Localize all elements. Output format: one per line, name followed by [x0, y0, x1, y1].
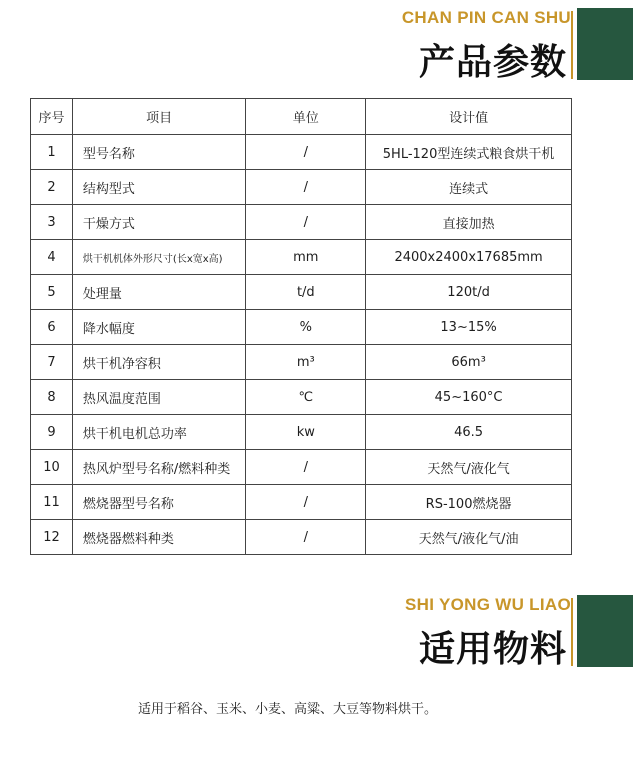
cell-value: 120t/d [366, 275, 572, 310]
cell-no: 10 [31, 450, 73, 485]
cell-no: 6 [31, 310, 73, 345]
cell-no: 12 [31, 520, 73, 555]
product-params-header [0, 8, 635, 88]
section-subtitle: CHAN PIN CAN SHU [401, 8, 571, 27]
cell-item: 热风温度范围 [72, 380, 246, 415]
cell-item: 结构型式 [72, 170, 246, 205]
cell-item: 热风炉型号名称/燃料种类 [72, 450, 246, 485]
cell-unit: % [246, 310, 366, 345]
cell-unit: / [246, 170, 366, 205]
cell-item: 烘干机电机总功率 [72, 415, 246, 450]
cell-value: 天然气/液化气/油 [366, 520, 572, 555]
header-unit: 单位 [246, 99, 366, 135]
cell-value: 直接加热 [366, 205, 572, 240]
cell-no: 11 [31, 485, 73, 520]
table-row [31, 240, 572, 275]
cell-no: 5 [31, 275, 73, 310]
cell-value: 连续式 [366, 170, 572, 205]
table-row [31, 520, 572, 555]
cell-value: 天然气/液化气 [366, 450, 572, 485]
cell-no: 3 [31, 205, 73, 240]
table-row [31, 135, 572, 170]
cell-unit: m³ [246, 345, 366, 380]
cell-item: 型号名称 [72, 135, 246, 170]
cell-no: 9 [31, 415, 73, 450]
decorative-green-block [577, 8, 633, 80]
header-no: 序号 [31, 99, 73, 135]
cell-unit: kw [246, 415, 366, 450]
cell-item: 燃烧器型号名称 [72, 485, 246, 520]
cell-item: 处理量 [72, 275, 246, 310]
cell-item: 燃烧器燃料种类 [72, 520, 246, 555]
divider-line [571, 598, 573, 666]
cell-value: 5HL-120型连续式粮食烘干机 [366, 135, 572, 170]
table-row [31, 170, 572, 205]
decorative-green-block [577, 595, 633, 667]
cell-value: 13~15% [366, 310, 572, 345]
params-table [30, 98, 572, 555]
cell-value: 45~160°C [366, 380, 572, 415]
cell-value: 46.5 [366, 415, 572, 450]
cell-unit: / [246, 485, 366, 520]
cell-value: 66m³ [366, 345, 572, 380]
table-row [31, 205, 572, 240]
table-row [31, 380, 572, 415]
cell-item: 烘干机机体外形尺寸(长x宽x高) [72, 240, 246, 275]
section-title: 产品参数 [418, 42, 567, 83]
cell-item: 烘干机净容积 [72, 345, 246, 380]
table-row [31, 310, 572, 345]
section-subtitle: SHI YONG WU LIAO [405, 595, 571, 614]
table-row [31, 345, 572, 380]
cell-unit: t/d [246, 275, 366, 310]
cell-item: 干燥方式 [72, 205, 246, 240]
table-row [31, 450, 572, 485]
cell-unit: mm [246, 240, 366, 275]
divider-line [571, 11, 573, 79]
materials-header [0, 595, 635, 675]
section-title: 适用物料 [418, 629, 567, 670]
cell-no: 8 [31, 380, 73, 415]
cell-no: 7 [31, 345, 73, 380]
cell-value: 2400x2400x17685mm [366, 240, 572, 275]
cell-unit: / [246, 520, 366, 555]
table-row [31, 485, 572, 520]
materials-text: 适用于稻谷、玉米、小麦、高粱、大豆等物料烘干。 [138, 702, 438, 717]
cell-unit: / [246, 450, 366, 485]
cell-no: 2 [31, 170, 73, 205]
table-row [31, 415, 572, 450]
cell-unit: ℃ [246, 380, 366, 415]
table-row [31, 275, 572, 310]
header-value: 设计值 [366, 99, 572, 135]
cell-unit: / [246, 205, 366, 240]
header-item: 项目 [72, 99, 246, 135]
cell-value: RS-100燃烧器 [366, 485, 572, 520]
cell-no: 1 [31, 135, 73, 170]
cell-item: 降水幅度 [72, 310, 246, 345]
cell-unit: / [246, 135, 366, 170]
cell-no: 4 [31, 240, 73, 275]
table-header-row [31, 99, 572, 135]
